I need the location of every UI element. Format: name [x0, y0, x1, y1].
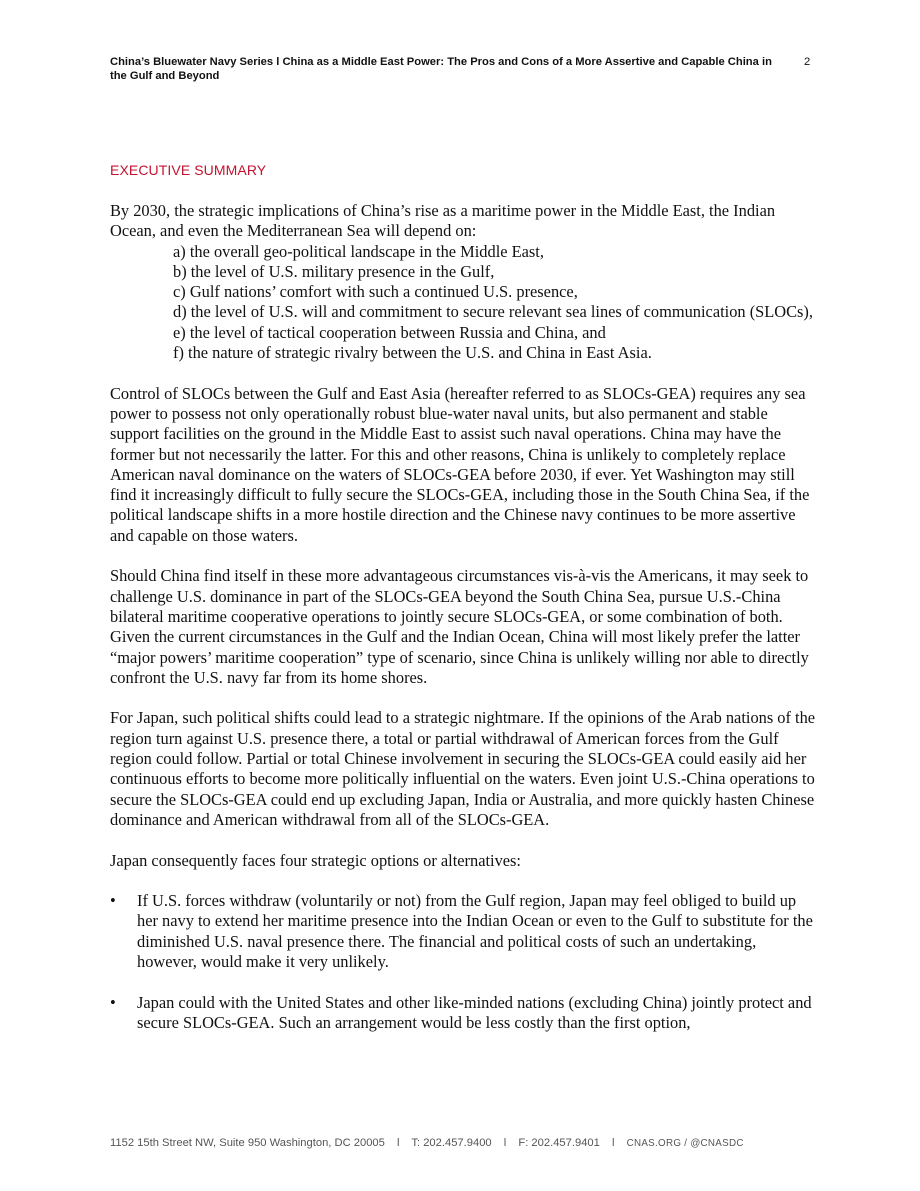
option-item — [110, 993, 816, 1034]
body-paragraph: Should China find itself in these more advantageous circumstances vis-à-vis the Americans, it may seek to challenge U.S. dominance in part of the SLOCs-GEA beyond the South China Sea, pursue U.S.-China bilateral maritime cooperative operations to jointly secure SLOCs-GEA, or some combination of both. Given the current circumstances in the Gulf and the Indian Ocean, China will most likely prefer the latter “major powers’ maritime cooperation” type of scenario, since China is unlikely willing nor able to directly confront the U.S. navy far from its home shores. — [110, 566, 809, 687]
footer-separator: l — [503, 1137, 507, 1149]
option-list — [110, 891, 816, 1033]
option-text: Japan could with the United States and other like-minded nations (excluding China) jointly protect and secure SLOCs-GEA. Such an arrangement would be less costly than the first option, — [137, 992, 812, 1032]
factor-item: a) the overall geo-political landscape in the Middle East, — [173, 241, 544, 261]
body-paragraph: Japan consequently faces four strategic options or alternatives: — [110, 850, 521, 870]
body-paragraph: Control of SLOCs between the Gulf and East Asia (hereafter referred to as SLOCs-GEA) requires any sea power to possess not only operationally robust blue-water naval units, but also permanent and stable support facilities on the ground in the Middle East to assist such naval operations. China may have the former but not necessarily the latter. For this and other reasons, China is unlikely to completely replace American naval dominance on the waters of SLOCs-GEA before 2030, if ever. Yet Washington may still find it increasingly difficult to fully secure the SLOCs-GEA, including those in the South China Sea, if the political landscape shifts in a more hostile direction and the Chinese navy continues to be more assertive and capable on those waters. — [110, 383, 810, 545]
bullet-icon: • — [110, 891, 116, 911]
body-paragraph: For Japan, such political shifts could lead to a strategic nightmare. If the opinions of the Arab nations of the region turn against U.S. presence there, a total or partial withdrawal of American forces from the Gulf region could follow. Partial or total Chinese involvement in securing the SLOCs-GEA could easily aid her continuous efforts to become more politically influential on the waters. Even joint U.S.-China operations to secure the SLOCs-GEA could end up excluding Japan, India or Australia, and more quickly hasten Chinese dominance and American withdrawal from all of the SLOCs-GEA. — [110, 708, 816, 829]
page-number: 2 — [804, 56, 811, 68]
page-footer — [110, 1136, 810, 1151]
factor-item: f) the nature of strategic rivalry between the U.S. and China in East Asia. — [173, 343, 652, 363]
factor-item: e) the level of tactical cooperation between Russia and China, and — [173, 322, 606, 342]
factor-item: c) Gulf nations’ comfort with such a continued U.S. presence, — [173, 282, 578, 302]
section-heading: EXECUTIVE SUMMARY — [110, 162, 267, 178]
footer-phone: T: 202.457.9400 — [411, 1137, 492, 1149]
footer-fax: F: 202.457.9401 — [518, 1137, 600, 1149]
body-text — [110, 201, 816, 1053]
running-header: China’s Bluewater Navy Series l China as a Middle East Power: The Pros and Cons of a More Assertive and Capable China in the Gulf and Beyond — [110, 56, 772, 82]
intro-paragraph: By 2030, the strategic implications of China’s rise as a maritime power in the Middle East, the Indian Ocean, and even the Mediterranean Sea will depend on: — [110, 201, 776, 241]
factor-list — [110, 242, 816, 364]
footer-separator: l — [397, 1137, 400, 1149]
bullet-icon: • — [110, 992, 116, 1012]
footer-address: 1152 15th Street NW, Suite 950 Washington, DC 20005 — [110, 1137, 385, 1149]
option-item — [110, 891, 816, 972]
factor-item: d) the level of U.S. will and commitment to secure relevant sea lines of communication (SLOCs), — [173, 302, 813, 322]
option-text: If U.S. forces withdraw (voluntarily or not) from the Gulf region, Japan may feel obliged to build up her navy to extend her maritime presence into the Indian Ocean or even to the Gulf to substitute for the diminished U.S. naval presence there. The financial and political costs of such an undertaking, however, would make it very unlikely. — [137, 891, 813, 971]
footer-separator: l — [611, 1137, 615, 1149]
factor-item: b) the level of U.S. military presence in the Gulf, — [173, 261, 495, 281]
footer-web-link[interactable]: CNAS.ORG / @CNASDC — [626, 1138, 744, 1149]
